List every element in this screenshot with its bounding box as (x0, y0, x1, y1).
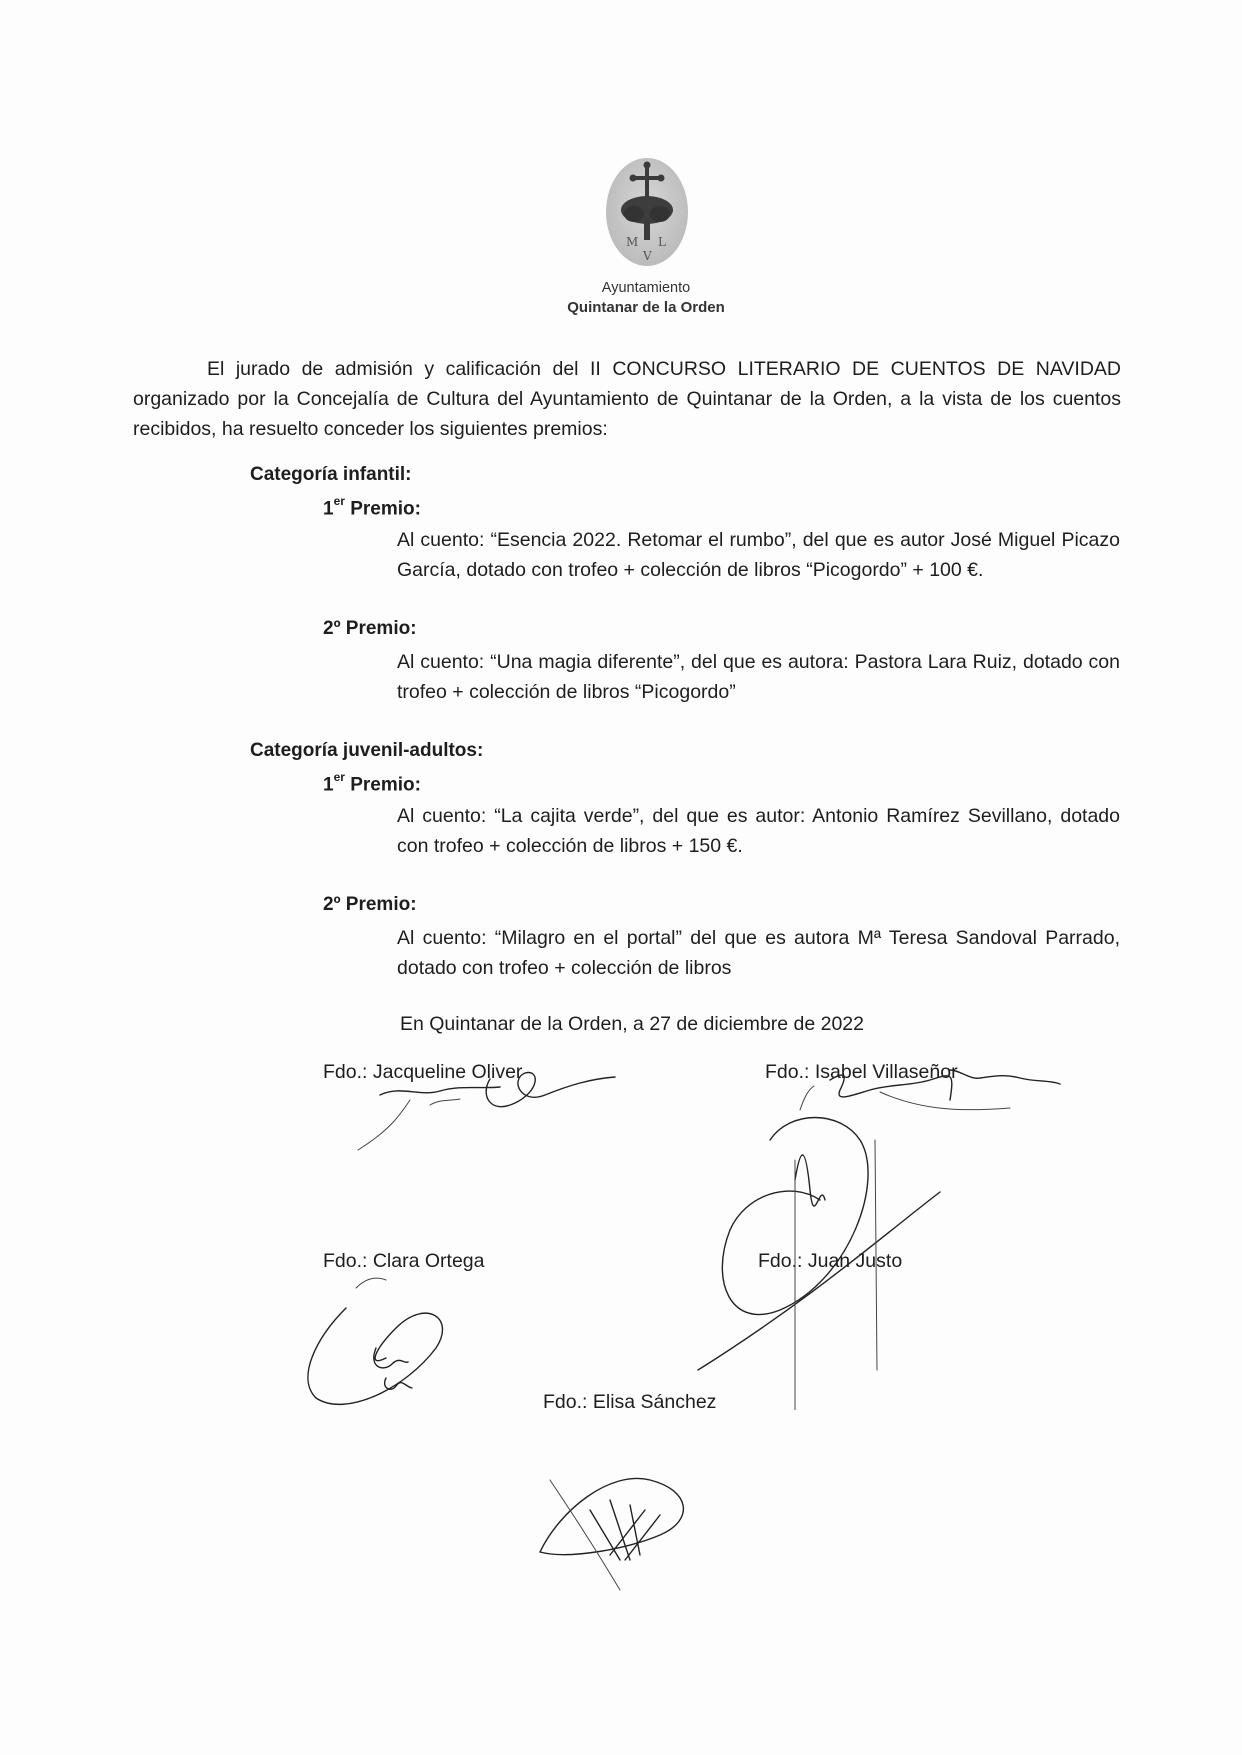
seal-letter-v: V (643, 249, 652, 263)
municipal-seal-logo (604, 156, 690, 272)
prize-heading-juvenil-1 (323, 772, 421, 796)
category-title-infantil: Categoría infantil: (250, 464, 412, 485)
prize-text-juvenil-2: Al cuento: “Milagro en el portal” del que es autora Mª Teresa Sandoval Parrado, dotado con trofeo + colección de libros (397, 927, 1120, 979)
place-date: En Quintanar de la Orden, a 27 de diciembre de 2022 (400, 1013, 864, 1035)
seal-letter-m: M (626, 235, 639, 249)
prize-label: Premio: (344, 774, 421, 796)
prize-text-infantil-2: Al cuento: “Una magia diferente”, del que es autora: Pastora Lara Ruiz, dotado con trofeo + colección de libros “Picogordo” (397, 651, 1120, 703)
prize-ordinal: 1 (323, 498, 334, 520)
prize-ordinal: 2º (323, 618, 341, 639)
signature-label-jacqueline-oliver: Fdo.: Jacqueline Oliver (323, 1061, 523, 1083)
prize-heading-juvenil-2 (323, 894, 417, 916)
signature-scribble-ortega (296, 1268, 456, 1418)
signature-scribble-sanchez (530, 1460, 700, 1600)
prize-text-infantil-1: Al cuento: “Esencia 2022. Retomar el rumbo”, del que es autor José Miguel Picazo García, dotado con trofeo + colección de libros “Picogordo” + 100 €. (397, 529, 1120, 581)
seal-letter-l: L (658, 235, 666, 249)
signature-label-isabel-villasenor: Fdo.: Isabel Villaseñor (765, 1061, 958, 1083)
signature-scribble-oliver (340, 1055, 630, 1155)
signature-scribble-justo (690, 1080, 960, 1410)
prize-label: Premio: (340, 894, 417, 915)
intro-text: El jurado de admisión y calificación del II CONCURSO LITERARIO DE CUENTOS DE NAVIDAD organizado por la Concejalía de Cultura del Ayuntamiento de Quintanar de la Orden, a la vista de los cuentos recibidos, ha resuelto conceder los siguientes premios: (133, 358, 1121, 440)
institution-label: Ayuntamiento (601, 280, 691, 296)
signature-label-clara-ortega: Fdo.: Clara Ortega (323, 1250, 485, 1272)
prize-ordinal: 1 (323, 774, 334, 796)
category-title-juvenil-adultos: Categoría juvenil-adultos: (250, 740, 484, 761)
prize-ordinal-suffix: er (333, 770, 345, 784)
prize-heading-infantil-2 (323, 618, 417, 640)
prize-heading-infantil-1 (323, 496, 421, 520)
prize-label: Premio: (344, 498, 421, 520)
prize-ordinal-suffix: er (333, 494, 345, 508)
prize-text-juvenil-1: Al cuento: “La cajita verde”, del que es autor: Antonio Ramírez Sevillano, dotado con trofeo + colección de libros + 150 €. (397, 805, 1120, 857)
prize-ordinal: 2º (323, 894, 341, 915)
signature-label-elisa-sanchez: Fdo.: Elisa Sánchez (543, 1391, 717, 1413)
intro-paragraph (133, 354, 1121, 444)
signature-label-juan-justo: Fdo.: Juan Justo (758, 1250, 903, 1272)
institution-name: Quintanar de la Orden (567, 299, 725, 316)
prize-label: Premio: (340, 618, 417, 639)
